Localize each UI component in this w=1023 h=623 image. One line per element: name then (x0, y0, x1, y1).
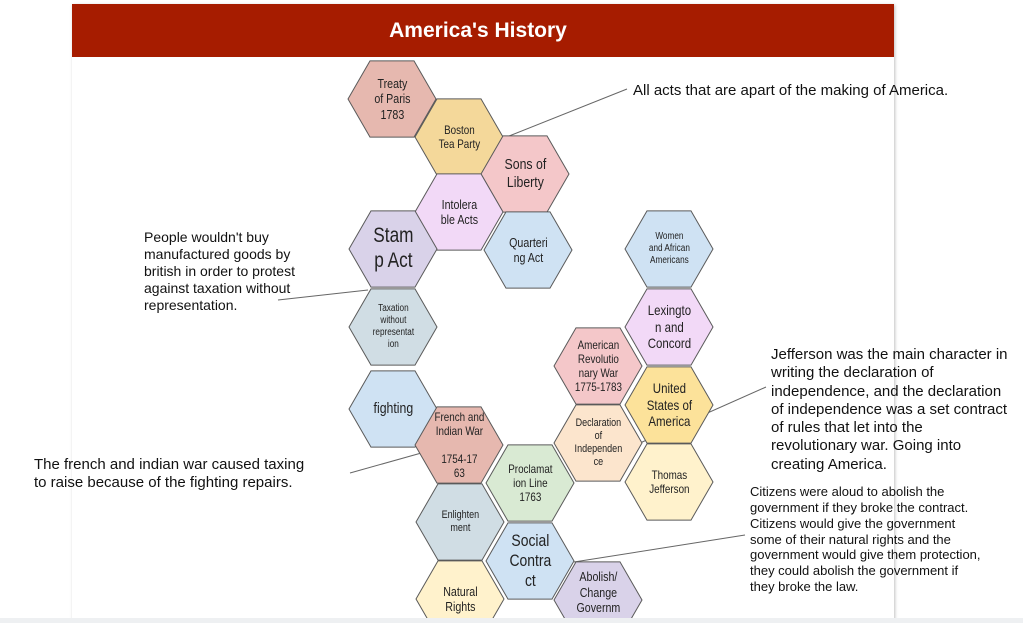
hexagon-label-sons-of-liberty: Sons of Liberty (504, 156, 546, 191)
hexagon-label-quartering-act: Quarteri ng Act (508, 234, 548, 265)
hexagon-label-natural-rights: Natural Rights (442, 583, 478, 614)
hexagon-label-thomas-jefferson: Thomas Jefferson (648, 467, 690, 496)
hexagon-label-united-states-of-america: United States of America (646, 380, 692, 430)
hexagon-label-abolish-change-government: Abolish/ Change Governm (576, 569, 620, 615)
hexagon-label-treaty-of-paris: Treaty of Paris 1783 (373, 76, 411, 122)
acts-note: All acts that are apart of the making of America. (633, 82, 949, 99)
bottom-edge (0, 618, 1023, 623)
boycott-note: People wouldn't buy manufactured goods by british in order to protest against taxation without representation. (144, 229, 295, 314)
hexagon-label-taxation-without-representation: Taxation without representat ion (372, 303, 414, 350)
jefferson-note: Jefferson was the main character in writing the declaration of independence, and the declaration of independence was a set contract of rules that let into the revolutionary war. Going into creating America. (771, 346, 1008, 473)
page-title: America's History (389, 18, 567, 42)
hexagon-label-stamp-act: Stam p Act (372, 224, 414, 272)
hexagon-label-women-and-african-americans: Women and African Americans (648, 231, 690, 266)
hexagon-label-lexington-and-concord: Lexingto n and Concord (647, 302, 691, 352)
hexagon-label-fighting: fighting (373, 400, 413, 418)
hexagon-label-american-revolutionary-war: American Revolutio nary War 1775-1783 (574, 337, 622, 395)
hexagon-label-boston-tea-party: Boston Tea Party (438, 122, 480, 151)
hexagon-label-french-and-indian-war: French and Indian War 1754-17 63 (434, 409, 484, 481)
connector-line (574, 535, 745, 562)
hexagon-label-intolerable-acts: Intolera ble Acts (440, 196, 478, 227)
hexagon-label-social-contract: Social Contra ct (509, 530, 551, 591)
abolish-note: Citizens were aloud to abolish the government if they broke the contract. Citizens would give the government some of their natural rights and the government would give them protection, they could abolish the government if they broke the law. (750, 484, 981, 595)
war-note: The french and indian war caused taxing to raise because of the fighting repairs. (34, 456, 305, 492)
hexagon-label-enlightenment: Enlighten ment (441, 509, 479, 534)
hexagon-label-declaration-of-independence: Declaration of Independen ce (574, 417, 622, 468)
hexagon-label-proclamation-line: Proclamat ion Line 1763 (507, 461, 553, 505)
